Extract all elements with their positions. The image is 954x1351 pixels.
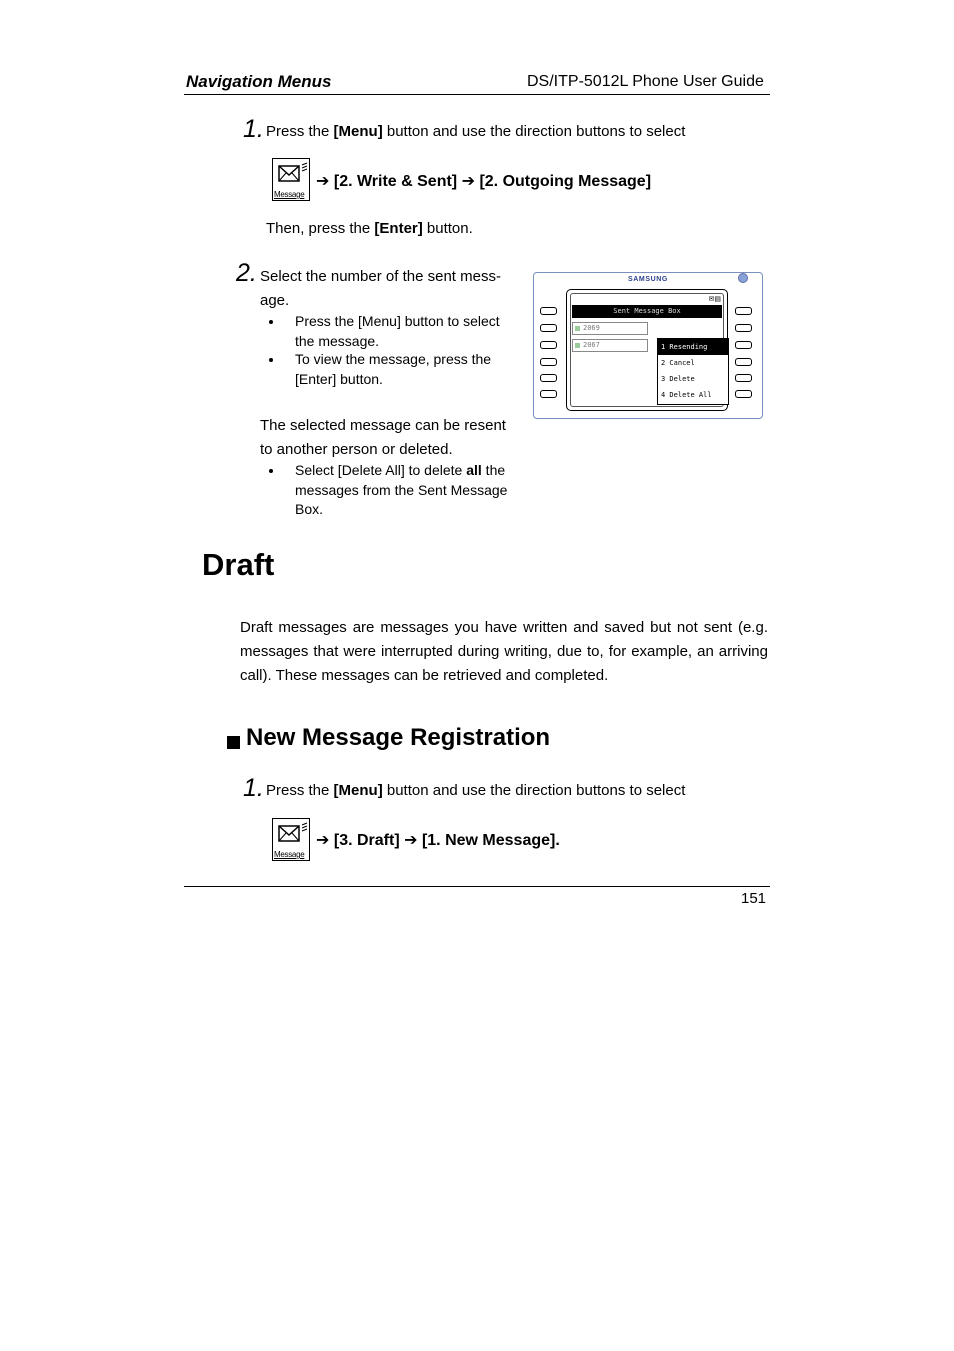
left-soft-button (540, 374, 557, 382)
square-bullet-icon (227, 736, 240, 749)
step-text: Press the [Menu] button and use the direction buttons to select (266, 123, 686, 140)
message-row: 2069 (572, 322, 648, 335)
menu-item-cancel: 2 Cancel (661, 359, 695, 367)
menu-item-delete: 3 Delete (661, 375, 695, 383)
bullet-item: Press the [Menu] button to select the message. (295, 312, 500, 351)
then-text: Then, press the [Enter] button. (266, 220, 473, 237)
lcd-display (566, 289, 728, 411)
left-soft-button (540, 307, 557, 315)
message-icon (272, 158, 310, 201)
envelope-icon: ✉▤ (708, 296, 721, 303)
bullet-item: To view the message, press the [Enter] button. (295, 350, 491, 389)
bullet-item: Select [Delete All] to delete all the messages from the Sent Message Box. (295, 461, 507, 520)
phone-screen-illustration (533, 272, 763, 419)
header-divider (184, 94, 770, 95)
message-row: 2067 (572, 339, 648, 352)
arrow-right-icon: ➔ (461, 173, 475, 190)
right-soft-button (735, 307, 752, 315)
step-text: Press the [Menu] button and use the direction buttons to select (266, 782, 686, 799)
left-soft-button (540, 358, 557, 366)
left-soft-button (540, 324, 557, 332)
lcd-title: Sent Message Box (572, 305, 722, 318)
right-soft-button (735, 358, 752, 366)
step-text: Select the number of the sent mess- (260, 268, 501, 285)
left-soft-button (540, 341, 557, 349)
right-soft-button (735, 374, 752, 382)
right-soft-button (735, 324, 752, 332)
section-title: Navigation Menus (186, 72, 332, 91)
arrow-right-icon: ➔ (404, 832, 418, 849)
menu-item-resending: 1 Resending (658, 339, 728, 355)
arrow-right-icon: ➔ (316, 832, 330, 849)
brand-label: SAMSUNG (628, 276, 668, 283)
step-number: 2. (236, 259, 257, 287)
menu-path: ➔ [2. Write & Sent] ➔ [2. Outgoing Message] (316, 173, 652, 190)
footer-divider (184, 886, 770, 887)
step-number: 1. (243, 115, 264, 143)
message-icon (272, 818, 310, 861)
new-message-heading: New Message Registration (246, 724, 551, 751)
draft-heading: Draft (202, 547, 275, 582)
step-text: age. (260, 292, 290, 309)
message-icon-label: Message (274, 190, 305, 199)
draft-paragraph: Draft messages are messages you have written and saved but not sent (e.g. messages that were interrupted during writing, due to, for example, an arriving call). These messages can be retrieved and completed. (240, 619, 768, 684)
message-icon-label: Message (274, 850, 305, 859)
menu-path: ➔ [3. Draft] ➔ [1. New Message]. (316, 832, 560, 849)
arrow-right-icon: ➔ (316, 173, 330, 190)
paragraph-line: The selected message can be resent (260, 417, 506, 434)
left-soft-button (540, 390, 557, 398)
right-soft-button (735, 390, 752, 398)
page-number: 151 (741, 890, 767, 907)
step-number: 1. (243, 774, 264, 802)
guide-title: DS/ITP-5012L Phone User Guide (527, 73, 764, 90)
options-menu (657, 338, 729, 405)
menu-item-delete-all: 4 Delete All (661, 391, 712, 399)
indicator-light (738, 273, 748, 283)
right-soft-button (735, 341, 752, 349)
paragraph-line: to another person or deleted. (260, 441, 453, 458)
